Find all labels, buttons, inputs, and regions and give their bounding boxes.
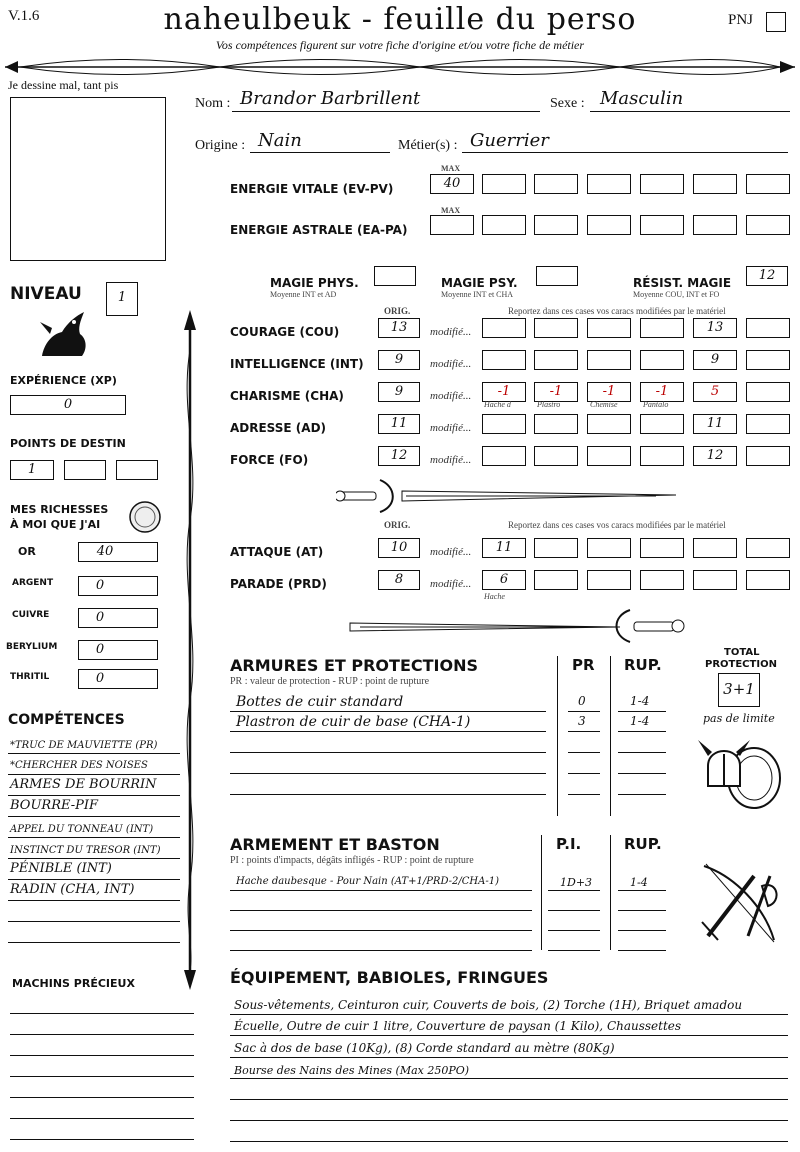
helmet-shield-icon: [694, 726, 784, 816]
total-label-2: PROTECTION: [705, 659, 777, 670]
cha-note: Plastro: [537, 400, 561, 409]
weapon-rup-header: RUP.: [624, 835, 662, 853]
stat-mod-box[interactable]: [534, 570, 578, 590]
stat-mod-value: 9: [710, 352, 720, 367]
stat-label: COURAGE (COU): [230, 325, 340, 339]
stat-label: FORCE (FO): [230, 453, 309, 467]
armor-rup[interactable]: 1-4: [630, 714, 650, 728]
page-title: naheulbeuk - feuille du perso: [163, 2, 637, 37]
stat-mod-box[interactable]: [640, 570, 684, 590]
ea-max-box[interactable]: [430, 215, 474, 235]
armor-rup-header: RUP.: [624, 656, 662, 674]
skill-item: APPEL DU TONNEAU (INT): [10, 824, 154, 835]
machins-precieux-title: MACHINS PRÉCIEUX: [12, 977, 135, 990]
armures-title: ARMURES ET PROTECTIONS: [230, 656, 478, 675]
stat-mod-value: 11: [706, 416, 724, 431]
destin-box-2[interactable]: [64, 460, 106, 480]
stat-mod-value: 12: [706, 448, 724, 463]
stat-mod-value: -1: [497, 384, 511, 399]
armement-sub: PI : points d'impacts, dégâts infligés - RUP : point de rupture: [230, 855, 474, 866]
modifie-label: modifié...: [430, 578, 472, 590]
stat-mod-box[interactable]: [534, 538, 578, 558]
stat-mod-box[interactable]: [640, 414, 684, 434]
skill-item: BOURRE-PIF: [10, 798, 99, 813]
magie-psy-label: MAGIE PSY.: [441, 276, 518, 290]
wealth-value-or: 40: [96, 544, 114, 559]
ea-box[interactable]: [693, 215, 737, 235]
cha-note: Pantalo: [643, 400, 669, 409]
ea-box[interactable]: [640, 215, 684, 235]
resist-magie-label: RÉSIST. MAGIE: [633, 276, 732, 290]
combat-orig-label: ORIG.: [384, 520, 411, 530]
stat-mod-box[interactable]: [587, 538, 631, 558]
stat-mod-box[interactable]: [693, 570, 737, 590]
weapons-icon: [694, 856, 784, 946]
nom-value[interactable]: Brandor Barbrillent: [240, 88, 421, 109]
stat-mod-box[interactable]: [746, 446, 790, 466]
ea-label: ENERGIE ASTRALE (EA-PA): [230, 223, 408, 237]
skill-item: PÉNIBLE (INT): [10, 861, 112, 876]
ev-max-value: 40: [443, 176, 461, 191]
stat-orig-value: 13: [390, 320, 408, 335]
equipment-line[interactable]: Écuelle, Outre de cuir 1 litre, Couverture de paysan (1 Kilo), Chaussettes: [234, 1019, 682, 1033]
wealth-value-cuivre: 0: [95, 610, 105, 625]
stat-mod-box[interactable]: [534, 446, 578, 466]
modifie-label: modifié...: [430, 326, 472, 338]
stat-mod-box[interactable]: [482, 446, 526, 466]
stat-mod-box[interactable]: [482, 350, 526, 370]
wealth-label-argent: ARGENT: [12, 578, 54, 588]
stat-mod-box[interactable]: [587, 414, 631, 434]
modifie-label: modifié...: [430, 546, 472, 558]
xp-label: EXPÉRIENCE (XP): [10, 374, 117, 387]
cha-note: Hache d: [484, 400, 511, 409]
stat-mod-value: 13: [706, 320, 724, 335]
stat-mod-box[interactable]: [587, 570, 631, 590]
richesses-title-2: À MOI QUE J'AI: [10, 518, 101, 531]
pnj-checkbox[interactable]: [766, 12, 786, 32]
sword-divider-icon: [340, 606, 690, 646]
header-arrow-divider: [0, 52, 800, 82]
xp-value: 0: [63, 397, 73, 412]
modifie-label: modifié...: [430, 390, 472, 402]
portrait-box[interactable]: [10, 97, 166, 261]
wealth-value-thritil: 0: [95, 671, 105, 686]
dragon-icon: [32, 304, 92, 364]
wealth-label-or: OR: [18, 545, 36, 558]
sword-divider-icon: [336, 476, 686, 516]
armor-pr[interactable]: 0: [578, 694, 586, 708]
stat-orig-value: 10: [390, 540, 408, 555]
competences-title: COMPÉTENCES: [8, 712, 125, 728]
stat-label: PARADE (PRD): [230, 577, 327, 591]
armement-title: ARMEMENT ET BASTON: [230, 835, 440, 854]
stat-orig-value: 8: [394, 572, 404, 587]
sexe-value[interactable]: Masculin: [600, 88, 684, 109]
pnj-label: PNJ: [728, 12, 754, 28]
stat-label: ADRESSE (AD): [230, 421, 327, 435]
magie-psy-box[interactable]: [536, 266, 578, 286]
total-label-1: TOTAL: [724, 647, 760, 658]
magie-phys-label: MAGIE PHYS.: [270, 276, 359, 290]
stat-label: CHARISME (CHA): [230, 389, 344, 403]
stat-mod-box[interactable]: [746, 318, 790, 338]
resist-magie-sub: Moyenne COU, INT et FO: [633, 290, 720, 299]
weapon-rup[interactable]: 1-4: [630, 876, 648, 889]
stat-mod-value: -1: [655, 384, 669, 399]
stat-mod-box[interactable]: [640, 538, 684, 558]
stat-orig-value: 11: [390, 416, 408, 431]
skill-item: RADIN (CHA, INT): [10, 882, 135, 897]
stat-mod-box[interactable]: [587, 350, 631, 370]
magie-psy-sub: Moyenne INT et CHA: [441, 290, 514, 299]
wealth-label-berylium: BERYLIUM: [6, 642, 58, 652]
skill-item: *CHERCHER DES NOISES: [10, 760, 148, 771]
stat-mod-box[interactable]: [746, 538, 790, 558]
spear-divider: [180, 310, 200, 990]
origine-label: Origine :: [195, 138, 246, 153]
stat-mod-value: 6: [499, 572, 509, 587]
ea-box[interactable]: [534, 215, 578, 235]
ev-label: ENERGIE VITALE (EV-PV): [230, 182, 394, 196]
equipment-line[interactable]: Bourse des Nains des Mines (Max 250PO): [234, 1064, 470, 1077]
stat-mod-box[interactable]: [482, 414, 526, 434]
destin-label: POINTS DE DESTIN: [10, 437, 126, 450]
wealth-value-berylium: 0: [95, 642, 105, 657]
richesses-title-1: MES RICHESSES: [10, 503, 109, 516]
magie-phys-box[interactable]: [374, 266, 416, 286]
stat-mod-box[interactable]: [693, 538, 737, 558]
armor-name[interactable]: Plastron de cuir de base (CHA-1): [236, 714, 471, 730]
resist-magie-value: 12: [758, 268, 776, 283]
weapon-pi-header: P.I.: [556, 835, 582, 853]
skill-item: INSTINCT DU TRESOR (INT): [10, 845, 161, 856]
stat-orig-value: 9: [394, 384, 404, 399]
stat-label: INTELLIGENCE (INT): [230, 357, 364, 371]
ev-box[interactable]: [587, 174, 631, 194]
stat-mod-value: 11: [495, 540, 513, 555]
modifie-label: modifié...: [430, 358, 472, 370]
wealth-label-cuivre: CUIVRE: [12, 610, 50, 620]
armor-name[interactable]: Bottes de cuir standard: [236, 694, 404, 710]
cha-note: Chemise: [590, 400, 618, 409]
stats-note: Reportez dans ces cases vos caracs modifiées par le matériel: [508, 306, 726, 316]
destin-value-1: 1: [27, 462, 37, 477]
ev-box[interactable]: [746, 174, 790, 194]
nom-label: Nom :: [195, 96, 231, 111]
stat-mod-box[interactable]: [482, 318, 526, 338]
wealth-value-argent: 0: [95, 578, 105, 593]
stat-mod-box[interactable]: [534, 318, 578, 338]
prd-note: Hache: [484, 592, 505, 601]
stat-mod-box[interactable]: [746, 414, 790, 434]
stat-mod-box[interactable]: [534, 414, 578, 434]
armures-sub: PR : valeur de protection - RUP : point de rupture: [230, 676, 430, 687]
stat-mod-box[interactable]: [746, 350, 790, 370]
skill-item: *TRUC DE MAUVIETTE (PR): [10, 740, 158, 751]
ea-box[interactable]: [746, 215, 790, 235]
ea-box[interactable]: [587, 215, 631, 235]
ea-max-label: MAX: [441, 206, 461, 215]
stats-orig-label: ORIG.: [384, 306, 411, 316]
origine-value[interactable]: Nain: [258, 130, 302, 151]
weapon-pi[interactable]: 1D+3: [560, 876, 593, 889]
stat-orig-value: 9: [394, 352, 404, 367]
armor-pr[interactable]: 3: [578, 714, 586, 728]
ev-box[interactable]: [534, 174, 578, 194]
stat-mod-box[interactable]: [587, 318, 631, 338]
ea-box[interactable]: [482, 215, 526, 235]
stat-mod-value: -1: [549, 384, 563, 399]
metier-value[interactable]: Guerrier: [470, 130, 549, 151]
ev-max-label: MAX: [441, 164, 461, 173]
coin-icon: [128, 500, 162, 534]
subtitle: Vos compétences figurent sur votre fiche d'origine et/ou votre fiche de métier: [215, 38, 585, 52]
stat-mod-box[interactable]: [640, 318, 684, 338]
armor-pr-header: PR: [572, 656, 595, 674]
equipment-line[interactable]: Sous-vêtements, Ceinturon cuir, Couverts de bois, (2) Torche (1H), Briquet amadou: [234, 998, 743, 1012]
wealth-label-thritil: THRITIL: [10, 672, 50, 682]
equipment-line[interactable]: Sac à dos de base (10Kg), (8) Corde standard au mètre (80Kg): [234, 1041, 615, 1055]
ev-box[interactable]: [482, 174, 526, 194]
stat-mod-box[interactable]: [640, 350, 684, 370]
version-label: V.1.6: [8, 8, 40, 24]
niveau-value: 1: [117, 290, 127, 305]
skill-item: ARMES DE BOURRIN: [10, 777, 157, 792]
niveau-label: NIVEAU: [10, 284, 82, 304]
sexe-label: Sexe :: [550, 96, 585, 111]
total-note: pas de limite: [703, 712, 775, 725]
stat-orig-value: 12: [390, 448, 408, 463]
ev-box[interactable]: [693, 174, 737, 194]
modifie-label: modifié...: [430, 422, 472, 434]
stat-mod-value: -1: [602, 384, 616, 399]
combat-note: Reportez dans ces cases vos caracs modifiées par le matériel: [508, 520, 726, 530]
modifie-label: modifié...: [430, 454, 472, 466]
portrait-caption: Je dessine mal, tant pis: [8, 78, 119, 92]
stat-mod-box[interactable]: [534, 350, 578, 370]
ev-box[interactable]: [640, 174, 684, 194]
magie-phys-sub: Moyenne INT et AD: [270, 290, 337, 299]
stat-mod-box[interactable]: [746, 382, 790, 402]
stat-mod-box[interactable]: [587, 446, 631, 466]
equipement-title: ÉQUIPEMENT, BABIOLES, FRINGUES: [230, 968, 549, 987]
total-protection-value: 3+1: [723, 680, 755, 698]
stat-label: ATTAQUE (AT): [230, 545, 324, 559]
metier-label: Métier(s) :: [398, 138, 458, 153]
stat-mod-box[interactable]: [640, 446, 684, 466]
weapon-name[interactable]: Hache daubesque - Pour Nain (AT+1/PRD-2/CHA-1): [236, 876, 500, 887]
armor-rup[interactable]: 1-4: [630, 694, 650, 708]
stat-mod-box[interactable]: [746, 570, 790, 590]
destin-box-3[interactable]: [116, 460, 158, 480]
stat-mod-value: 5: [710, 384, 720, 399]
